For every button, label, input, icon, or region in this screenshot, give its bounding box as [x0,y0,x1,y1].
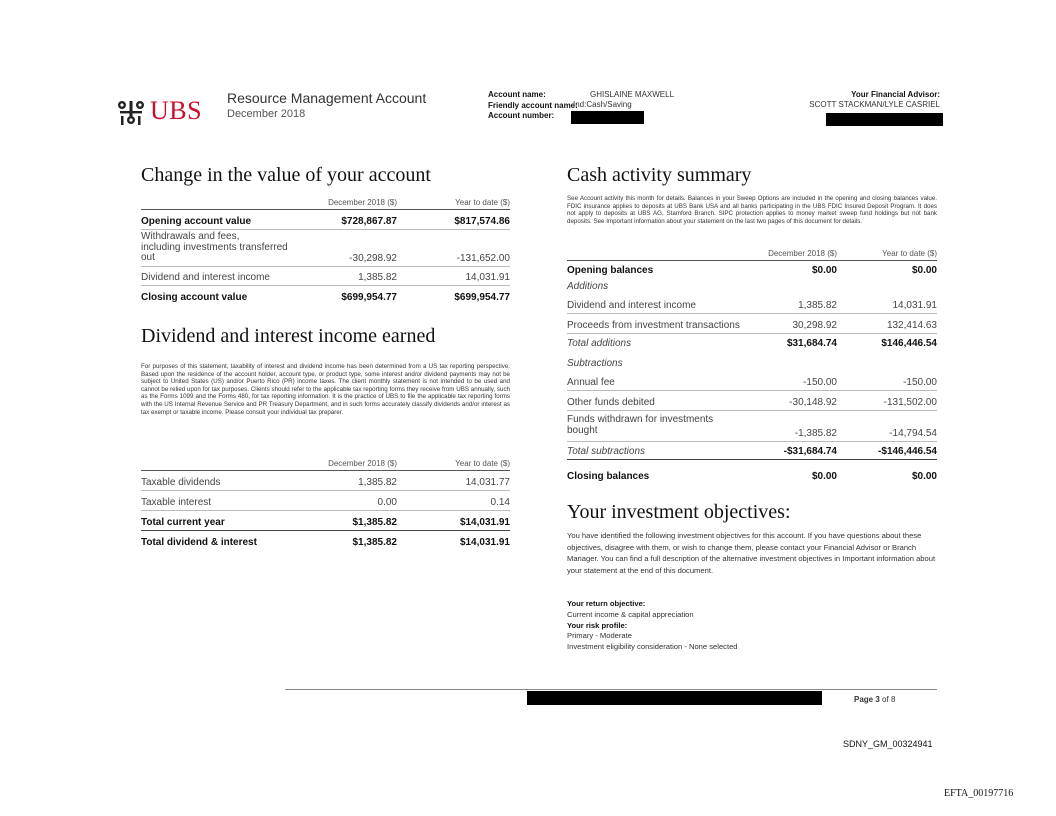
row-value: 14,031.91 [892,300,937,311]
row-value: -1,385.82 [794,428,837,439]
section-label-row [567,355,937,371]
account-number-label: Account number: [488,111,555,120]
row-value: -$146,446.54 [878,446,937,457]
row-value: -131,652.00 [456,253,510,264]
row-value: 30,298.92 [792,320,837,331]
cash-activity-table [567,245,937,490]
row-value: 1,385.82 [798,300,837,311]
row-label: Opening balances [567,265,654,276]
row-value: $14,031.91 [459,517,510,528]
row-value: $31,684.74 [786,338,837,349]
row-value: -150.00 [803,377,837,388]
table-row [567,442,937,460]
dividend-table [141,454,510,554]
row-label: Withdrawals and fees, including investments transferred out [141,231,288,263]
column-header: Year to date ($) [882,249,937,258]
table-row [567,295,937,314]
cash-activity-note: See Account activity this month for details. Balances in your Sweep Options are included in the opening and closing balances value. FDIC insurance applies to deposits at UBS Bank USA and all banks participating in the UBS FDIC Insured Deposit Program. It does not apply to deposits at UBS AG, Stamford Branch. SIPC protection applies to money market sweep fund holdings but not bank deposits. See Important information about your statement on the last two pages of this document for details. [567,195,937,225]
row-value: $146,446.54 [881,338,937,349]
table-row [141,286,510,305]
row-label: Total additions [567,338,632,349]
row-label: Closing account value [141,292,248,303]
ubs-logo-text: UBS [150,96,203,125]
row-value: $0.00 [811,471,837,482]
row-value: $817,574.86 [454,216,510,227]
column-header: December 2018 ($) [768,249,837,258]
page-indicator: Page 3 of 8 [854,695,896,704]
account-name-label: Account name: [488,90,546,99]
tax-disclaimer-paragraph: For purposes of this statement, taxability of interest and dividend income has been determined from a US tax reporting perspective. Based upon the residence of the account holder, account type, or product type, some interest and/or dividend payments may not be subject to United States (US) and/or Puerto Rico (PR) income taxes. The client monthly statement is not intended to be used and cannot be relied upon for tax purposes. Clients should refer to the applicable tax reporting forms they receive from UBS annually, such as the Forms 1099 and the Forms 480, for tax reporting information. It is the practice of UBS to file the applicable tax reporting forms with the US Internal Revenue Service and PR Treasury Department, and in such forms accurately classify dividends and/or interest as tax exempt or taxable income. Please consult your individual tax preparer. [141,363,510,416]
table-row [141,491,510,511]
table-row [567,314,937,334]
row-value: 0.00 [377,497,397,508]
row-label: Other funds debited [567,397,655,408]
additions-label: Additions [567,281,609,292]
row-value: $0.00 [911,265,937,276]
account-info-labels [488,90,578,122]
table-header-row [141,454,510,471]
table-row [567,334,937,351]
row-value: $699,954.77 [341,292,397,303]
row-value: 14,031.91 [465,272,510,283]
account-name-value: GHISLAINE MAXWELL [590,90,675,99]
column-header: Year to date ($) [455,459,510,468]
investment-eligibility-value: Investment eligibility consideration - None selected [567,642,738,652]
account-number-redaction [571,111,644,124]
row-value: -30,298.92 [349,253,397,264]
table-row [141,210,510,230]
table-row [141,471,510,491]
investment-objectives-heading: Your investment objectives: [567,501,791,523]
column-header: Year to date ($) [455,198,510,207]
row-value: 14,031.77 [465,477,510,488]
dividend-income-heading: Dividend and interest income earned [141,325,436,347]
row-label: Funds withdrawn for investments bought [567,414,714,436]
row-value: $14,031.91 [459,537,510,548]
document-title: Resource Management Account [227,90,427,106]
advisor-names: SCOTT STACKMAN/LYLE CASRIEL [809,100,940,109]
table-row [567,372,937,391]
table-header-row [141,192,510,210]
row-value: -14,794.54 [889,428,937,439]
subtractions-label: Subtractions [567,358,623,369]
risk-profile-label: Your risk profile: [567,620,628,630]
row-value: 0.14 [490,497,510,508]
table-row [567,391,937,411]
objectives-details [567,599,937,653]
row-value: -131,502.00 [883,397,937,408]
row-label: Taxable dividends [141,477,221,488]
row-value: $1,385.82 [352,537,397,548]
row-value: $0.00 [911,471,937,482]
ubs-keys-logo-icon [114,98,148,128]
column-header: December 2018 ($) [328,198,397,207]
table-row [567,411,937,442]
row-value: $728,867.87 [341,216,397,227]
table-row [141,511,510,531]
row-label: Taxable interest [141,497,212,508]
bates-number: SDNY_GM_00324941 [843,739,933,749]
table-row [567,261,937,278]
change-in-value-heading: Change in the value of your account [141,164,431,186]
friendly-account-name-value: Ind:Cash/Saving [573,100,632,109]
friendly-account-name-label: Friendly account name: [488,100,578,110]
efta-number: EFTA_00197716 [944,788,1014,799]
row-label: Closing balances [567,471,650,482]
section-label-row [567,279,937,294]
table-row [141,230,510,267]
return-objective-label: Your return objective: [567,599,646,608]
row-value: -30,148.92 [789,397,837,408]
row-label: Dividend and interest income [567,300,696,311]
objectives-paragraph: You have identified the following investment objectives for this account. If you have questions about these objectives, disagree with them, or wish to change them, please contact your Financial Advisor or Branch Manager. You can find a full description of the alternative investment objectives in Important information about your statement at the end of this document. [567,531,936,575]
row-value: $0.00 [811,265,837,276]
row-value: 1,385.82 [358,272,397,283]
row-label: Total dividend & interest [141,537,257,548]
row-label: Total subtractions [567,446,646,457]
footer-redaction [527,691,822,705]
row-label: Opening account value [141,216,252,227]
advisor-label: Your Financial Advisor: [851,90,940,99]
row-value: 1,385.82 [358,477,397,488]
advisor-redaction [826,113,943,126]
row-label: Proceeds from investment transactions [567,320,740,331]
cash-activity-heading: Cash activity summary [567,164,752,186]
row-label: Total current year [141,517,225,528]
row-value: 132,414.63 [886,320,937,331]
row-value: -$31,684.74 [783,446,837,457]
change-in-value-table [141,192,510,314]
statement-date: December 2018 [227,108,306,120]
table-header-row [567,245,937,261]
table-row [141,531,510,550]
row-value: -150.00 [903,377,937,388]
row-label: Dividend and interest income [141,272,270,283]
risk-profile-value: Primary - Moderate [567,631,632,641]
return-objective-value: Current income & capital appreciation [567,609,694,619]
table-row [567,465,937,484]
row-value: $699,954.77 [454,292,510,303]
column-header: December 2018 ($) [328,459,397,468]
row-label: Annual fee [567,377,615,388]
row-value: $1,385.82 [352,517,397,528]
footer-divider [285,689,937,690]
table-row [141,267,510,286]
